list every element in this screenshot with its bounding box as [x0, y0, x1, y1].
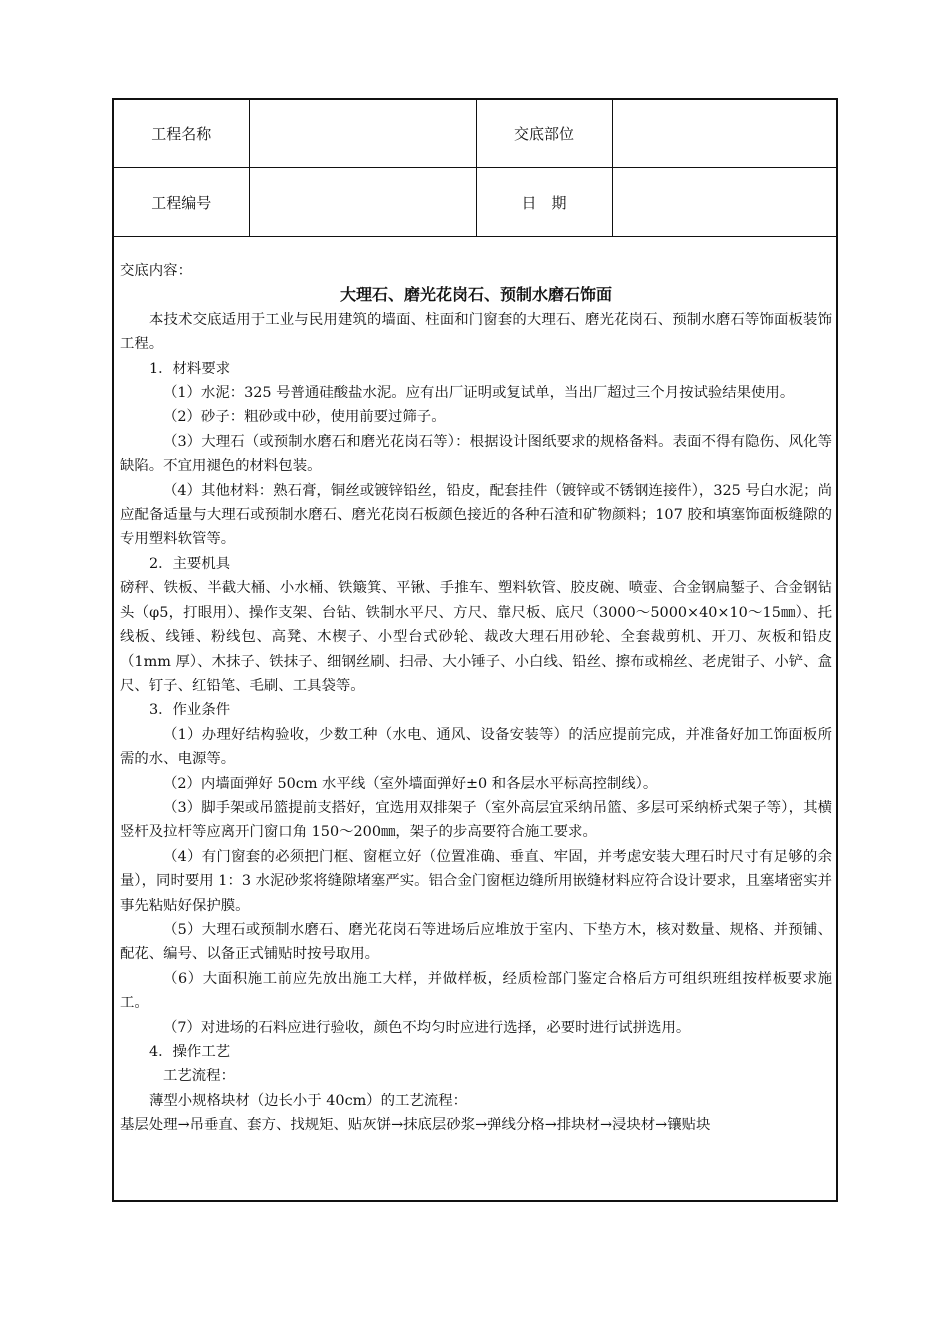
paragraph: （4）有门窗套的必须把门框、窗框立好（位置准确、垂直、牢固，并考虑安装大理石时尺寸有足够的余量），同时要用 1：3 水泥砂浆将缝隙堵塞严实。铝合金门窗框边缝所用嵌缝材料应符合设计要求，且塞堵密实并事先粘贴好保护膜。 — [120, 848, 832, 914]
section-heading: 3．作业条件 — [149, 702, 231, 719]
project-name-label: 工程名称 — [114, 100, 249, 168]
date-label: 日 期 — [476, 168, 612, 237]
paragraph: （7）对进场的石料应进行验收，颜色不均匀时应进行选择，必要时进行试拼选用。 — [163, 1019, 691, 1036]
section-heading: 2．主要机具 — [149, 555, 231, 572]
location-field[interactable] — [612, 100, 836, 168]
disclosure-form — [112, 98, 838, 1202]
location-label: 交底部位 — [476, 100, 612, 168]
header-row-1 — [114, 100, 836, 168]
paragraph: （5）大理石或预制水磨石、磨光花岗石等进场后应堆放于室内、下垫方木，核对数量、规格、并预铺、配花、编号、以备正式铺贴时按号取用。 — [120, 921, 832, 963]
project-name-field[interactable] — [249, 100, 476, 168]
paragraph: （1）办理好结构验收，少数工种（水电、通风、设备安装等）的活应提前完成，并准备好加工饰面板所需的水、电源等。 — [120, 726, 832, 768]
paragraph: （6）大面积施工前应先放出施工大样，并做样板，经质检部门鉴定合格后方可组织班组按样板要求施工。 — [120, 970, 832, 1012]
paragraph: （2）内墙面弹好 50cm 水平线（室外墙面弹好±0 和各层水平标高控制线）。 — [163, 775, 658, 792]
paragraph: （2）砂子：粗砂或中砂，使用前要过筛子。 — [163, 409, 446, 426]
paragraph: 工艺流程： — [163, 1068, 235, 1085]
paragraph: （4）其他材料：熟石膏，铜丝或镀锌铅丝，铅皮，配套挂件（镀锌或不锈钢连接件），325 号白水泥；尚应配备适量与大理石或预制水磨石、磨光花岗石板颜色接近的各种石渣和矿物颜料；107 胶和填塞饰面板缝隙的专用塑料软管等。 — [120, 482, 832, 548]
intro-label: 交底内容： — [120, 263, 192, 279]
paragraph: （3）大理石（或预制水磨石和磨光花岗石等）：根据设计图纸要求的规格备料。表面不得有隐伤、风化等缺陷。不宜用褪色的材料包装。 — [120, 433, 832, 475]
document-title: 大理石、磨光花岗石、预制水磨石饰面 — [339, 285, 612, 305]
date-field[interactable] — [612, 168, 836, 237]
project-no-label: 工程编号 — [114, 168, 249, 237]
project-no-field[interactable] — [249, 168, 476, 237]
paragraph: （1）水泥：325 号普通硅酸盐水泥。应有出厂证明或复试单，当出厂超过三个月按试验结果使用。 — [163, 385, 795, 402]
paragraph: 磅秤、铁板、半截大桶、小水桶、铁簸箕、平锹、手推车、塑料软管、胶皮碗、喷壶、合金钢扁錾子、合金钢钻头（φ5，打眼用）、操作支架、台钻、铁制水平尺、方尺、靠尺板、底尺（3000～5000×40×10～15㎜）、托线板、线锤、粉线包、高凳、木楔子、小型台式砂轮、裁改大理石用砂轮、全套裁剪机、开刀、灰板和铅皮（1mm 厚）、木抹子、铁抹子、细钢丝刷、扫帚、大小锤子、小白线、铅丝、擦布或棉丝、老虎钳子、小铲、盒尺、钉子、红铅笔、毛刷、工具袋等。 — [120, 580, 832, 694]
section-heading: 1．材料要求 — [149, 360, 231, 377]
paragraph: （3）脚手架或吊篮提前支搭好，宜选用双排架子（室外高层宜采纳吊篮、多层可采纳桥式架子等），其横竖杆及拉杆等应离开门窗口角 150～200㎜，架子的步高要符合施工要求。 — [120, 799, 832, 841]
paragraph: 基层处理→吊垂直、套方、找规矩、贴灰饼→抹底层砂浆→弹线分格→排块材→浸块材→镶贴块 — [120, 1117, 711, 1134]
header-row-2 — [114, 168, 836, 237]
paragraph: 本技术交底适用于工业与民用建筑的墙面、柱面和门窗套的大理石、磨光花岗石、预制水磨石等饰面板装饰工程。 — [120, 311, 832, 353]
section-heading: 4．操作工艺 — [149, 1044, 231, 1060]
header-table — [114, 100, 836, 237]
paragraph: 薄型小规格块材（边长小于 40cm）的工艺流程： — [149, 1092, 468, 1109]
disclosure-content — [120, 259, 832, 1138]
